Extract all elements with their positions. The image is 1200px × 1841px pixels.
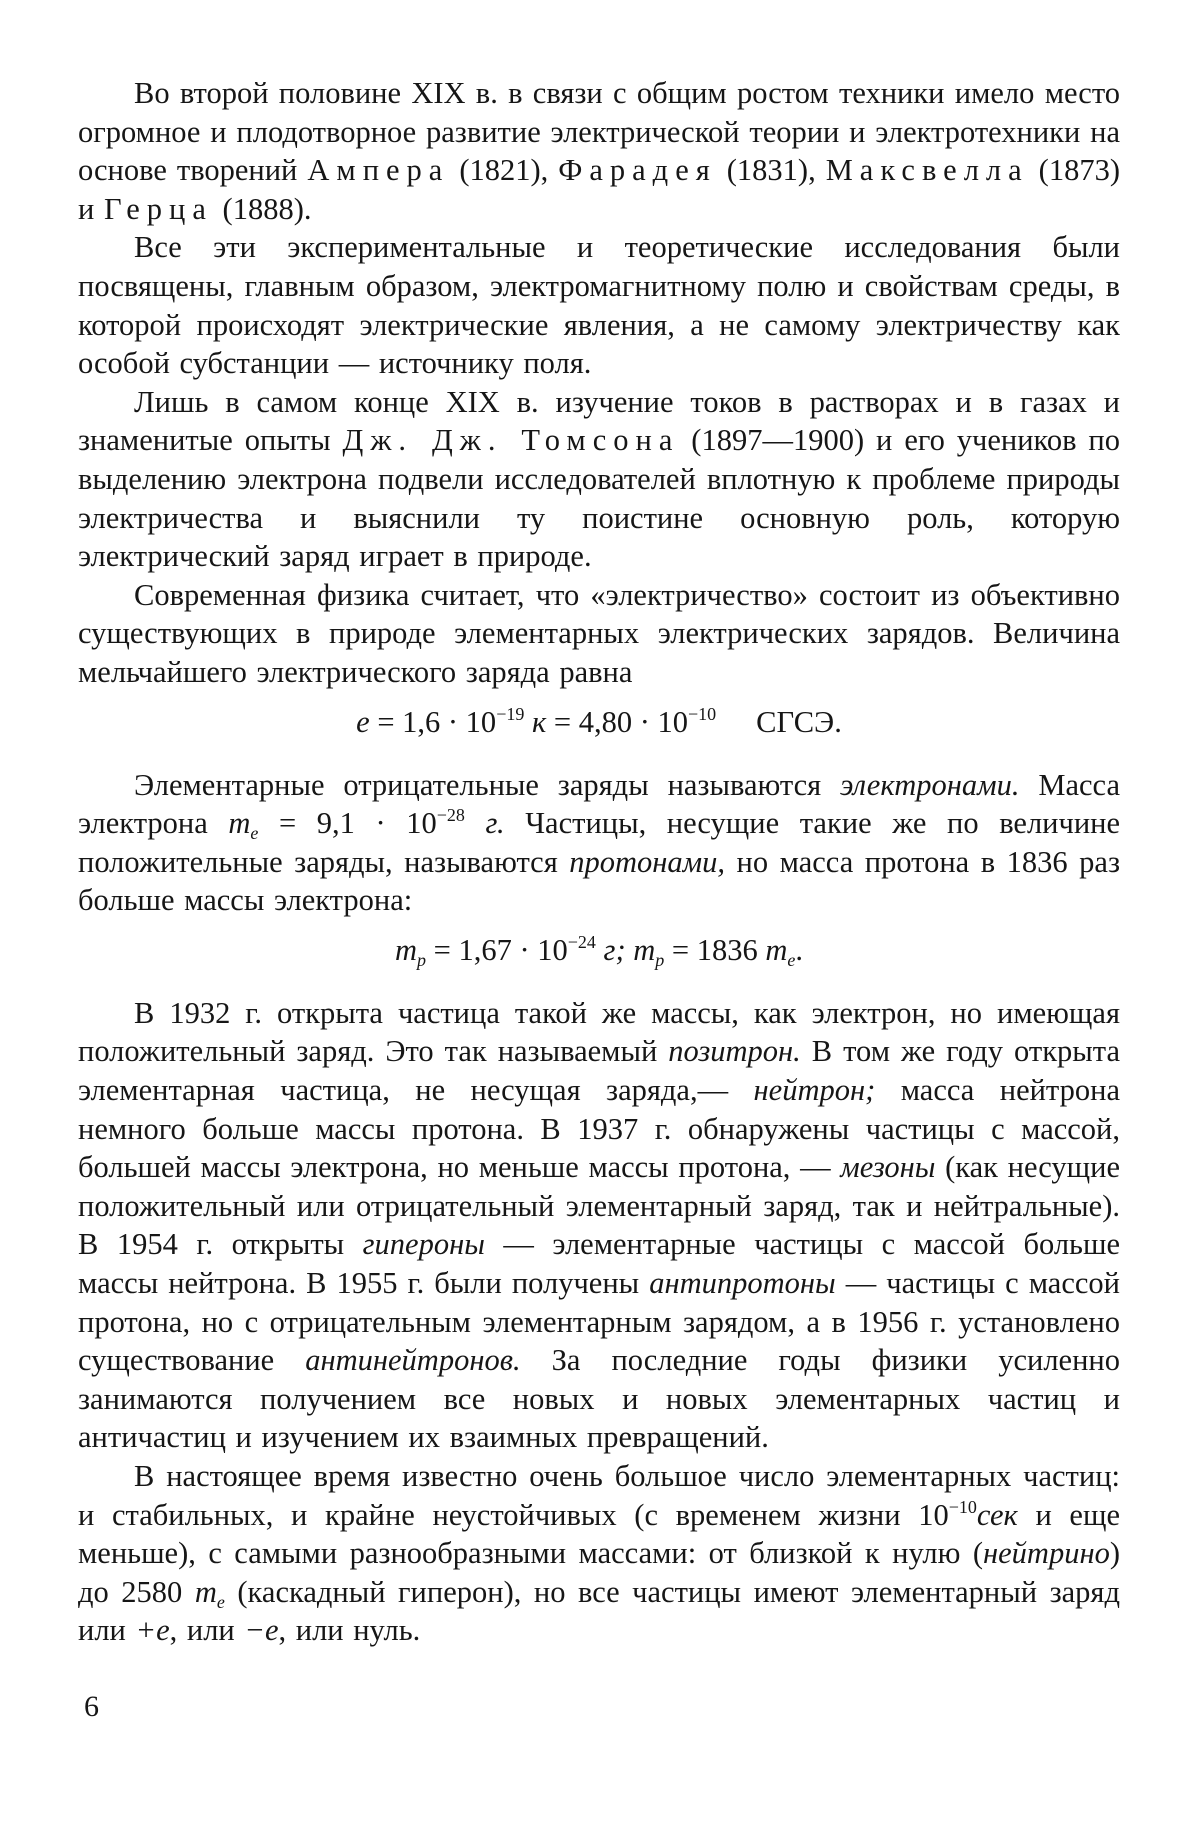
text: = 1,67 · 10 bbox=[426, 932, 568, 967]
paragraph-5 bbox=[78, 766, 1120, 920]
symbol: m bbox=[395, 932, 418, 967]
subscript: e bbox=[787, 949, 796, 970]
exponent: −24 bbox=[567, 931, 596, 952]
subscript: p bbox=[417, 949, 427, 970]
text: — элементарные частицы с массой больше массы нейтрона. В 1955 г. были получены bbox=[78, 1227, 1120, 1301]
unit: г. bbox=[464, 806, 505, 841]
text: , или bbox=[169, 1613, 245, 1648]
subscript: p bbox=[655, 949, 665, 970]
exponent: −10 bbox=[948, 1496, 977, 1517]
text: масса нейтрона немного больше массы протона. В 1937 г. обнаружены частицы с массой, большей массы электрона, но меньше массы протона, — bbox=[78, 1073, 1120, 1185]
paragraph-1 bbox=[78, 74, 1120, 228]
formula-elementary-charge bbox=[78, 702, 1120, 742]
text: (1897—1900) и его учеников по выделению электрона подвели исследователей вплотную к проблеме природы электричества и выяснили ту поистине основную роль, которую электрический заряд играет в природе. bbox=[78, 423, 1120, 574]
paragraph-6 bbox=[78, 994, 1120, 1457]
paragraph-2: Все эти экспериментальные и теоретические исследования были посвящены, главным образом, электромагнитному полю и свойствам среды, в которой происходят электрические явления, а не самому электричеству как особой субстанции — источнику поля. bbox=[78, 230, 1120, 381]
term-neutron: нейтрон; bbox=[753, 1073, 876, 1108]
text: Масса электрона bbox=[78, 767, 1120, 841]
symbol: +e bbox=[135, 1613, 170, 1648]
text: Частицы, несущие такие же по величине положительные заряды, называются bbox=[78, 806, 1121, 879]
text: (1873) и bbox=[78, 153, 1120, 226]
paragraph-7 bbox=[78, 1457, 1120, 1650]
symbol: e bbox=[356, 704, 370, 739]
term-antineutrons: антинейтронов. bbox=[305, 1343, 521, 1378]
unit: сек bbox=[976, 1497, 1018, 1532]
text: Элементарные отрицательные заряды называются bbox=[134, 767, 841, 802]
subscript: e bbox=[250, 823, 259, 844]
text: = 1836 bbox=[664, 932, 766, 967]
name-ampere: Ампера bbox=[307, 153, 450, 188]
text: Лишь в самом конце XIX в. изучение токов в растворах и в газах и знаменитые опыты bbox=[78, 384, 1120, 458]
term-antiprotons: антипротоны bbox=[649, 1266, 836, 1301]
name-maxwell: Максвелла bbox=[825, 153, 1029, 188]
name-hertz: Герца bbox=[103, 191, 213, 226]
symbol: m bbox=[228, 806, 251, 841]
text: В 1932 г. открыта частица такой же массы, как электрон, но имеющая положительный заряд. Это так называемый bbox=[78, 995, 1120, 1069]
symbol: m bbox=[194, 1574, 217, 1609]
exponent: −19 bbox=[496, 703, 525, 724]
text: Во второй половине XIX в. в связи с общим ростом техники имело место огромное и плодотворное развитие электрической теории и электротехники на основе творений bbox=[78, 76, 1120, 188]
term-hyperons: гипероны bbox=[362, 1227, 485, 1262]
text: ) до 2580 bbox=[78, 1536, 1120, 1609]
exponent: −28 bbox=[436, 805, 465, 826]
text: (1831), bbox=[716, 153, 826, 188]
text: (1888). bbox=[212, 191, 312, 226]
text: — частицы с массой протона, но с отрицательным элементарным зарядом, а в 1956 г. установлено существование bbox=[78, 1266, 1120, 1378]
text: (как несущие положительный или отрицательный элементарный заряд, так и нейтральные). В 1954 г. открыты bbox=[78, 1150, 1120, 1262]
term-mesons: мезоны bbox=[840, 1150, 936, 1185]
text: , или нуль. bbox=[278, 1613, 421, 1648]
exponent: −10 bbox=[687, 703, 717, 724]
text: = 4,80 · 10 bbox=[546, 704, 688, 739]
text: В настоящее время известно очень большое число элементарных частиц: и стабильных, и крайне неустойчивых (с временем жизни 10 bbox=[78, 1459, 1120, 1532]
text: (1821), bbox=[449, 153, 559, 188]
unit: к bbox=[531, 704, 547, 739]
symbol: m bbox=[765, 932, 788, 967]
formula-proton-mass bbox=[78, 930, 1120, 970]
term-positron: позитрон. bbox=[668, 1034, 801, 1069]
symbol: m bbox=[633, 932, 656, 967]
text: За последние годы физики усиленно занимаются получением все новых и новых элементарных частиц и античастиц и изучением их взаимных превращений. bbox=[78, 1343, 1120, 1455]
text: . bbox=[795, 932, 803, 967]
subscript: e bbox=[216, 1591, 225, 1612]
name-faraday: Фарадея bbox=[558, 153, 717, 188]
term-protons: протонами, bbox=[569, 844, 726, 879]
text: = 1,6 · 10 bbox=[369, 704, 497, 739]
term-neutrino: нейтрино bbox=[983, 1536, 1110, 1571]
unit: СГСЭ. bbox=[756, 704, 842, 739]
text: и еще меньше), с самыми разнообразными массами: от близкой к нулю ( bbox=[78, 1497, 1120, 1571]
text: но масса протона в 1836 раз больше массы электрона: bbox=[78, 844, 1120, 918]
page-number: 6 bbox=[84, 1690, 99, 1723]
term-electrons: электронами. bbox=[840, 767, 1020, 802]
text: В том же году открыта элементарная частица, не несущая заряда,— bbox=[78, 1034, 1120, 1108]
paragraph-3 bbox=[78, 383, 1120, 576]
name-thomson: Дж. Дж. Томсона bbox=[342, 423, 680, 458]
paragraph-4: Современная физика считает, что «электричество» состоит из объективно существующих в природе элементарных электрических зарядов. Величина мельчайшего электрического заряда равна bbox=[78, 577, 1120, 689]
text: (каскадный гиперон), но все частицы имеют элементарный заряд или bbox=[78, 1574, 1120, 1648]
symbol: −e bbox=[244, 1613, 279, 1648]
unit: г; bbox=[603, 932, 626, 967]
text: = 9,1 · 10 bbox=[258, 806, 437, 841]
